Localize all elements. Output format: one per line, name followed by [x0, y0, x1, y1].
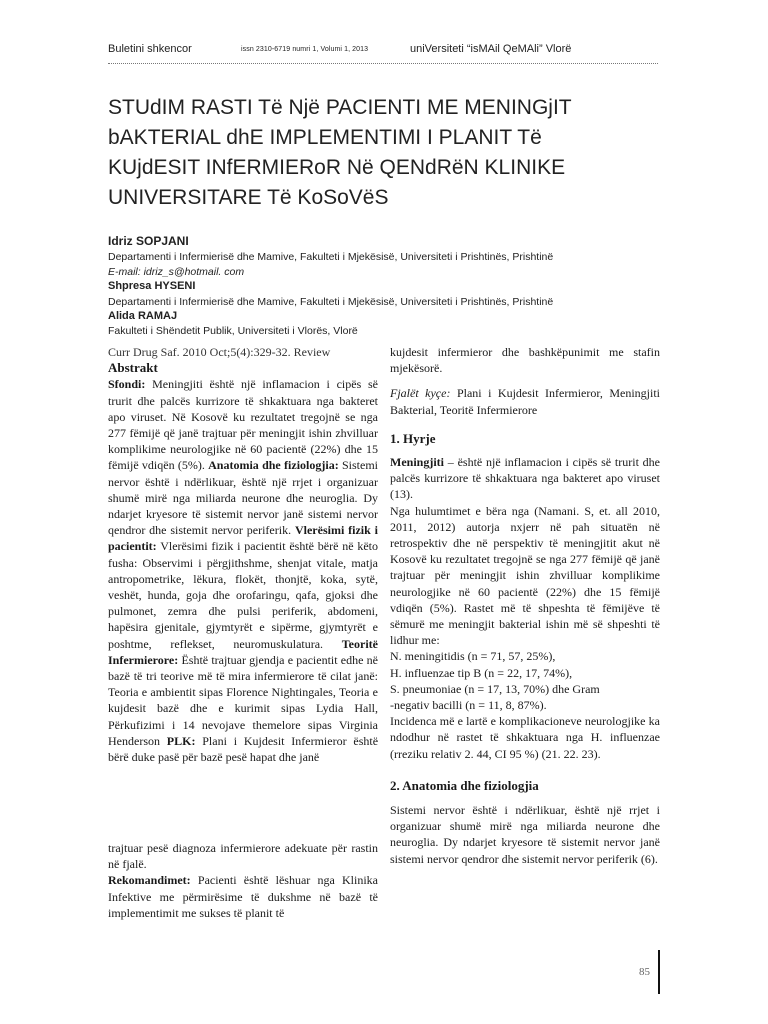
title-line: KUjdESIT INfERMIERoR Në QENdRëN KLINIKE: [108, 156, 566, 179]
section-heading-intro: 1. Hyrje: [390, 430, 436, 446]
citation: Curr Drug Saf. 2010 Oct;5(4):329-32. Review: [108, 345, 331, 359]
sfondi-text: Meningjiti është një inflamacion i cipës së trurit dhe palcës kurrizore të shkaktuara nga bakteret apo viruset. Në Kosovë ku rezultatet tregojnë se nga 277 fëmijë që janë trajtuar për meningjit ishin zhvilluar komplikime neurologjike në 60 pacientë (22%) dhe 15 fëmijë vdiqën (5%).: [108, 377, 378, 473]
anatomy-paragraph: Sistemi nervor është i ndërlikuar, është një rrjet i organizuar shumë mirë nga miliarda neurone dhe neuroglia. Dy ndarjet kryesore të sistemit nervor janë sistemi nervor qendror dhe sistemit nervor periferik (6).: [390, 803, 660, 866]
intro-paragraph-2: Nga hulumtimet e bëra nga (Namani. S, et. all 2010, 2011, 2012) autorja nxjerr në pah situatën në retrospektiv dhe në perspektiv të meningjitit akut në Kosovë ku rezultatet tregojnë se nga 277 fëmijë që janë trajtuar për meningjit ishin zhvilluar komplikime neurologjike në 60 pacientë (22%) dhe 15 fëmijë vdiqën (5%). Rastet më të shpeshta të fëmijëve të sëmurë me meningjit bakterial ishin më së shpeshti të lidhur me:: [390, 503, 660, 648]
abstract-heading: Abstrakt: [108, 360, 158, 376]
page-number-bar: [658, 950, 660, 994]
intro-text-1: – është një inflamacion i cipës së trurit dhe palcës kurrizore të shkaktuara nga bakteret apo viruset (13).: [390, 455, 661, 502]
rekom-text: Pacienti është lëshuar nga Klinika Infektive me përmirësime të dukshme në bazë të implementimit me sukses të planit të: [108, 873, 378, 920]
author-name: Shpresa HYSENI: [108, 280, 196, 292]
author-name: Idriz SOPJANI: [108, 234, 189, 248]
anatomia-label: Anatomia dhe fiziologjia:: [208, 458, 339, 473]
title-line: UNIVERSITARE Të KoSoVëS: [108, 186, 389, 209]
left-column: [108, 344, 378, 765]
author-affiliation: Fakulteti i Shëndetit Publik, Universiteti i Vlorës, Vlorë: [108, 325, 358, 337]
keywords-text: Plani i Kujdesit Infermieror, Meningjiti Bakterial, Teoritë Infermierore: [390, 386, 661, 417]
sfondi-label: Sfondi:: [108, 377, 146, 392]
intro-paragraph-1: [390, 454, 660, 503]
page-number: 85: [639, 966, 650, 978]
left-column-continued: [108, 840, 378, 921]
university-name: uniVersiteti “isMAil QeMAli” Vlorë: [410, 43, 572, 55]
issn-info: issn 2310-6719 numri 1, Volumi 1, 2013: [241, 46, 369, 53]
plk-text: Plani i Kujdesit Infermieror është bërë duke pasë për bazë pesë hapat dhe janë: [108, 733, 379, 765]
list-item: N. meningitidis (n = 71, 57, 25%),: [390, 649, 556, 664]
list-item: S. pneumoniae (n = 17, 13, 70%) dhe Gram: [390, 681, 600, 696]
author-email: E-mail: idriz_s@hotmail. com: [108, 266, 245, 278]
teorite-text: Është trajtuar gjendja e pacientit edhe në bazë të tri teorive më të mira infermierore të cilat janë: Teoria e ambientit sipas Florence Nightingales, Teoria e kujdesit bazë dhe e kurimit sipas Lydia Hall, Përkufizimi i 14 nevojave themelore sipas Virginia Henderson: [108, 652, 379, 748]
title-line: bAKTERIAL dhE IMPLEMENTIMI I PLANIT Të: [108, 126, 542, 149]
vleresimi-text: Vlerësimi fizik i pacientit është bërë në këto fusha: Observimi i përgjithshme, shenjat vitale, matja antropometrike, lëkura, flokët, thonjtë, koka, sytë, veshët, hunda, goja dhe orofaringu, qafa, gjoksi dhe pulmonet, zemra dhe pulsi periferik, abdomeni, hapësira gjenitale, gjymtyrët e sipërme, gjymtyrët e poshtme, reflekset, neuromuskulatura.: [108, 539, 378, 651]
author-affiliation: Departamenti i Infermierisë dhe Mamive, Fakulteti i Mjekësisë, Universiteti i Prishtinës, Prishtinë: [108, 296, 554, 308]
plk-label: PLK:: [166, 733, 196, 748]
continuation-text: trajtuar pesë diagnoza infermierore adekuate për rastin në fjalë.: [108, 841, 378, 872]
right-column: [390, 344, 660, 867]
rekom-label: Rekomandimet:: [108, 873, 191, 888]
keywords: [390, 385, 660, 417]
abstract-body: [108, 376, 378, 765]
article-title: [108, 93, 688, 213]
meningjiti-term: Meningjiti: [390, 455, 444, 470]
recommendations: [108, 872, 378, 921]
list-item: -negativ bacilli (n = 11, 8, 87%).: [390, 698, 547, 713]
list-item: H. influenzae tip B (n = 22, 17, 74%),: [390, 665, 573, 680]
intro-paragraph-3: Incidenca më e lartë e komplikacioneve neurologjike ka ndodhur në rastet të shkaktuara nga H. influenzae (rreziku relativ 2. 44, CI 95 %) (21. 22. 23).: [390, 714, 660, 761]
keywords-label: Fjalët kyçe:: [390, 386, 451, 401]
pathogen-list: [390, 648, 660, 713]
journal-name: Buletini shkencor: [108, 43, 192, 55]
vleresimi-label: Vlerësimi fizik i pacientit:: [108, 523, 379, 554]
anatomia-text: Sistemi nervor është i ndërlikuar, është një rrjet i organizuar shumë mirë nga miliarda neurone dhe neuroglia. Dy ndarjet kryesore të sistemit nervor janë sistemi nervor qendror dhe sistemit nervor periferik.: [108, 458, 378, 538]
header-divider: [108, 63, 658, 64]
abstract-end: kujdesit infermieror dhe bashkëpunimit me stafin mjekësorë.: [390, 345, 660, 376]
section-heading-anatomy: 2. Anatomia dhe fiziologjia: [390, 777, 539, 793]
teorite-label: Teoritë Infermierore:: [108, 636, 378, 667]
author-affiliation: Departamenti i Infermierisë dhe Mamive, Fakulteti i Mjekësisë, Universiteti i Prishtinës, Prishtinë: [108, 251, 554, 263]
title-line: STUdIM RASTI Të Një PACIENTI ME MENINGjIT: [108, 96, 572, 119]
author-name: Alida RAMAJ: [108, 310, 178, 322]
